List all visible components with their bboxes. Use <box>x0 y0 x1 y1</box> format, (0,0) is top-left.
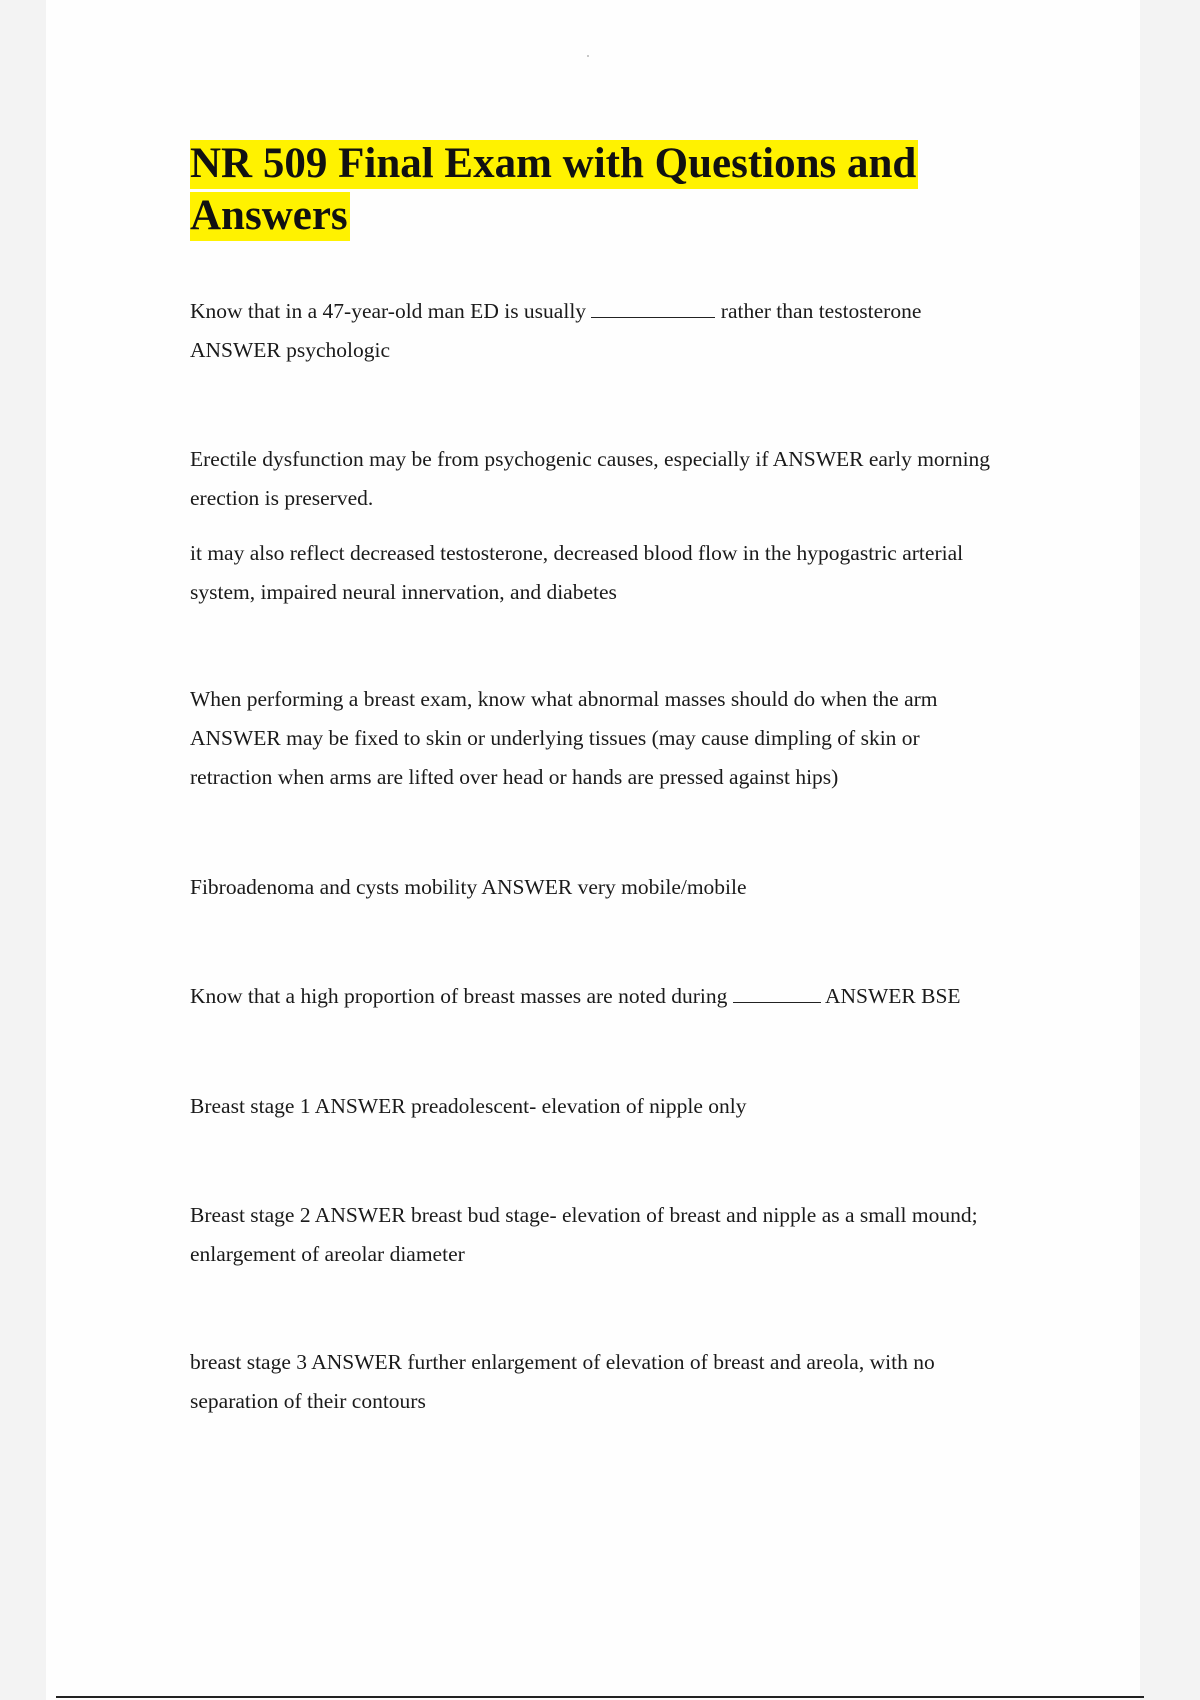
answer-text: ANSWER may be fixed to skin or underlying tissues (may cause dimpling of skin or <box>190 726 920 750</box>
answer-text: ANSWER psychologic <box>190 338 391 362</box>
question-text: system, impaired neural innervation, and diabetes <box>190 580 617 604</box>
question-text: breast stage 3 ANSWER further enlargement of elevation of breast and areola, with no <box>190 1350 935 1374</box>
question-text: Erectile dysfunction may be from psychogenic causes, especially if ANSWER early morning <box>190 447 991 471</box>
page-bottom-rule <box>56 1696 1144 1698</box>
question-text: When performing a breast exam, know what abnormal masses should do when the arm <box>190 687 938 711</box>
answer-text: retraction when arms are lifted over head or hands are pressed against hips) <box>190 765 839 789</box>
answer-text: separation of their contours <box>190 1389 426 1413</box>
qa-item-3 <box>190 680 1050 797</box>
document-title <box>190 138 990 242</box>
qa-item-6 <box>190 1087 1050 1126</box>
question-text <box>190 977 1050 1016</box>
question-text: it may also reflect decreased testosterone, decreased blood flow in the hypogastric arterial <box>190 541 964 565</box>
page-mark <box>587 55 589 57</box>
question-text <box>190 292 1050 331</box>
question-text: Breast stage 1 ANSWER preadolescent- elevation of nipple only <box>190 1094 747 1118</box>
question-part: Know that in a 47-year-old man ED is usually <box>190 299 587 323</box>
paragraph-gap <box>190 518 1050 534</box>
qa-item-8 <box>190 1343 1050 1421</box>
qa-item-7 <box>190 1196 1050 1274</box>
question-text: erection is preserved. <box>190 486 374 510</box>
title-highlight: NR 509 Final Exam with Questions and Answers <box>190 140 917 239</box>
qa-item-4 <box>190 868 1050 907</box>
answer-text: enlargement of areolar diameter <box>190 1242 465 1266</box>
qa-item-5 <box>190 977 1050 1016</box>
answer-blank <box>733 1001 821 1003</box>
qa-item-1 <box>190 292 1050 370</box>
document-page <box>46 0 1140 1700</box>
answer-blank <box>591 316 715 318</box>
answer-part: ANSWER BSE <box>824 984 961 1008</box>
question-text: Fibroadenoma and cysts mobility ANSWER very mobile/mobile <box>190 875 747 899</box>
qa-item-2 <box>190 440 1050 612</box>
question-part: Know that a high proportion of breast masses are noted during <box>190 984 728 1008</box>
question-text: Breast stage 2 ANSWER breast bud stage- elevation of breast and nipple as a small mound; <box>190 1203 978 1227</box>
question-part: rather than testosterone <box>720 299 922 323</box>
